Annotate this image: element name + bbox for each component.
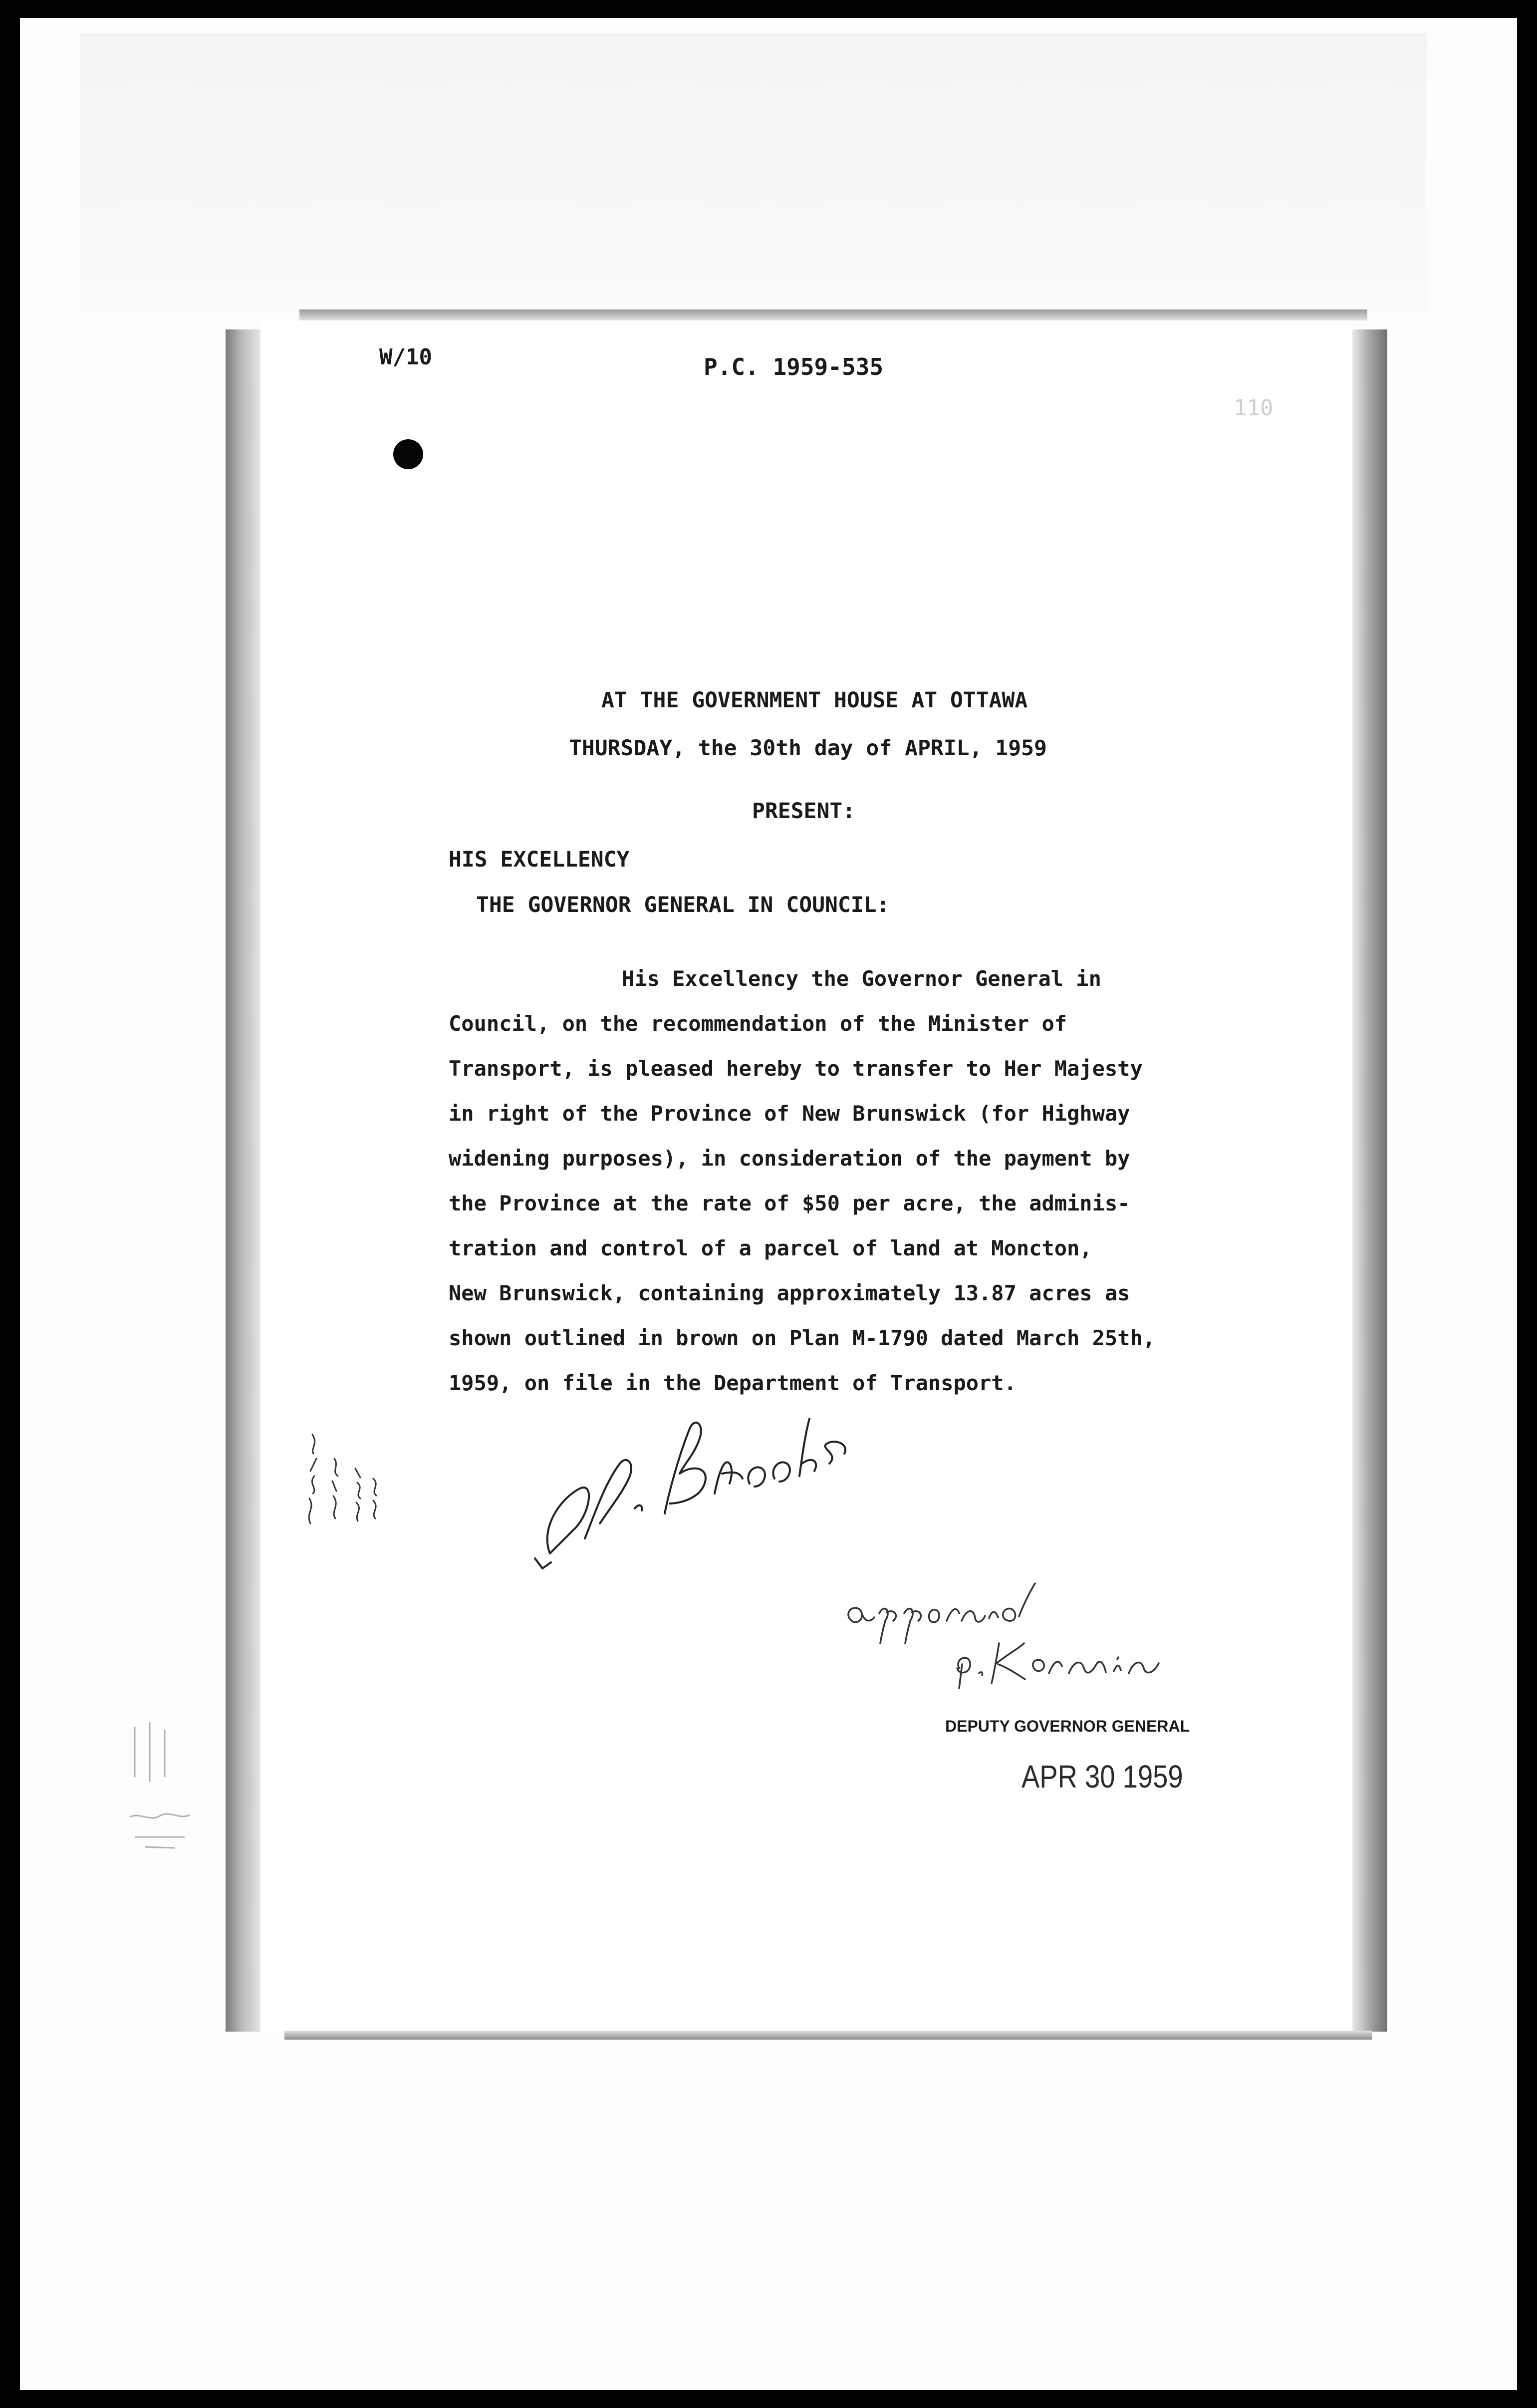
order-in-council-page [260, 320, 1352, 2031]
body-line: His Excellency the Governor General in [622, 966, 1101, 991]
heading-date: THURSDAY, the 30th day of APRIL, 1959 [569, 736, 1047, 761]
punch-hole [393, 439, 423, 469]
page-shadow-left [226, 329, 260, 2032]
body-line: Transport, is pleased hereby to transfer to Her Majesty [449, 1056, 1143, 1081]
present-label: PRESENT: [752, 799, 856, 824]
date-stamp: APR 30 1959 [1022, 1759, 1183, 1795]
file-code: W/10 [379, 344, 432, 370]
body-line: 1959, on file in the Department of Transport. [449, 1371, 1017, 1395]
present-governor-general: THE GOVERNOR GENERAL IN COUNCIL: [476, 893, 890, 917]
heading-location: AT THE GOVERNMENT HOUSE AT OTTAWA [601, 688, 1028, 713]
order-body [449, 956, 1272, 1406]
bleed-through-marks [115, 1717, 230, 1867]
order-number: P.C. 1959-535 [704, 353, 884, 380]
body-line: shown outlined in brown on Plan M-1790 dated March 25th, [449, 1326, 1156, 1350]
margin-note-handwriting [290, 1429, 390, 1528]
page-shadow-bottom [284, 2031, 1372, 2040]
body-line: Council, on the recommendation of the Minister of [449, 1011, 1067, 1036]
faint-page-number: 110 [1234, 395, 1274, 421]
approval-signature [839, 1573, 1199, 1693]
body-line: the Province at the rate of $50 per acre, the adminis- [449, 1191, 1130, 1215]
body-line: in right of the Province of New Brunswick (for Highway [449, 1101, 1130, 1126]
present-his-excellency: HIS EXCELLENCY [449, 847, 630, 872]
scan-haze [80, 33, 1427, 312]
body-line: widening purposes), in consideration of the payment by [449, 1146, 1130, 1171]
page-shadow-top [299, 309, 1367, 320]
body-line: tration and control of a parcel of land at Moncton, [449, 1236, 1092, 1260]
deputy-governor-general-label: DEPUTY GOVERNOR GENERAL [945, 1717, 1190, 1735]
body-line: New Brunswick, containing approximately 13.87 acres as [449, 1281, 1130, 1305]
page-shadow-right [1352, 329, 1387, 2032]
minister-signature [520, 1389, 879, 1578]
